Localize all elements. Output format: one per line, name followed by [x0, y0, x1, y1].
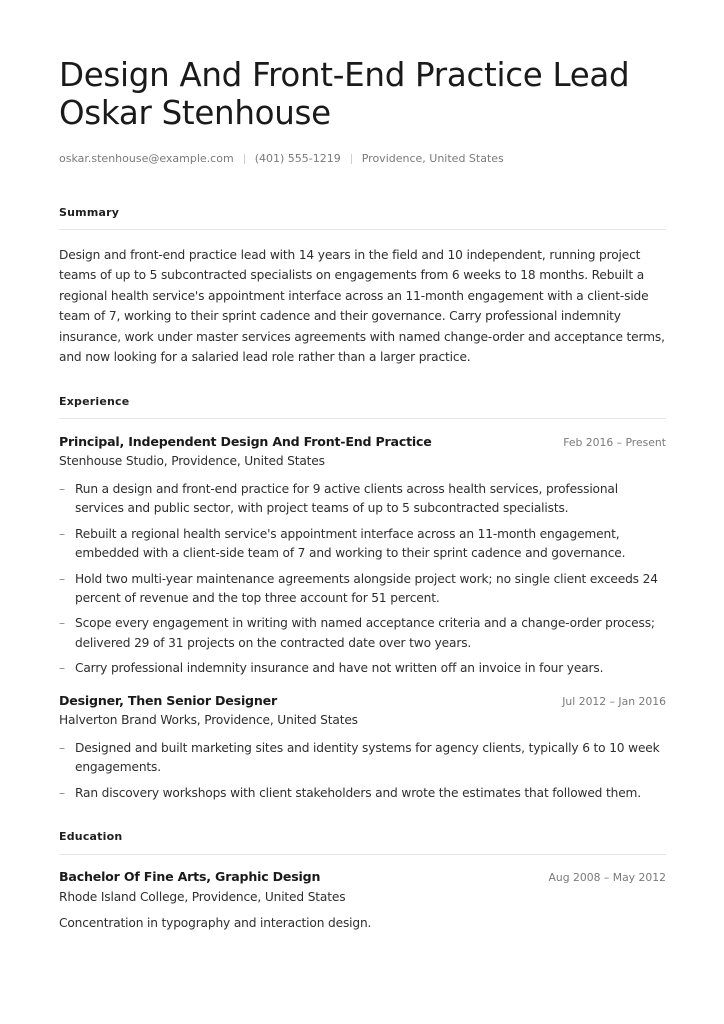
education-dates: Aug 2008 – May 2012	[548, 871, 666, 884]
contact-divider	[244, 154, 245, 164]
list-item: – Scope every engagement in writing with named acceptance criteria and a change-order process; delivered 29 of 31 projects on the contracted date over two years.	[59, 614, 666, 653]
contact-email[interactable]: oskar.stenhouse@example.com	[59, 152, 234, 165]
education-note: Concentration in typography and interaction design.	[59, 916, 372, 930]
list-item: – Designed and built marketing sites and identity systems for agency clients, typically 6 to 10 week engagements.	[59, 739, 666, 778]
contact-line	[59, 151, 504, 167]
job-role: Designer, Then Senior Designer	[59, 693, 277, 708]
job-org: Stenhouse Studio, Providence, United States	[59, 454, 325, 468]
summary-text: Design and front-end practice lead with 14 years in the field and 10 independent, running project teams of up to 5 subcontracted specialists on engagements from 6 weeks to 18 months. Rebuilt a regional health service's appointment interface across an 11-month engagement with a client-side team of 7, working to their sprint cadence and their governance. Carry professional indemnity insurance, work under master services agreements with named change-order and acceptance terms, and now looking for a salaried lead role rather than a larger practice.	[59, 248, 665, 365]
job-role: Principal, Independent Design And Front-End Practice	[59, 434, 432, 449]
section-divider	[59, 229, 666, 230]
list-item: – Ran discovery workshops with client stakeholders and wrote the estimates that followed them.	[59, 784, 666, 803]
job-org: Halverton Brand Works, Providence, United States	[59, 713, 358, 727]
contact-location: Providence, United States	[361, 152, 504, 165]
list-item: – Carry professional indemnity insurance and have not written off an invoice in four years.	[59, 659, 666, 678]
job-dates: Feb 2016 – Present	[563, 436, 666, 449]
job-bullets	[59, 480, 666, 685]
degree-title: Bachelor Of Fine Arts, Graphic Design	[59, 869, 321, 884]
list-item: – Rebuilt a regional health service's appointment interface across an 11-month engagement, embedded with a client-side team of 7 and working to their sprint cadence and governance.	[59, 525, 666, 564]
education-heading: Education	[59, 830, 123, 843]
job-dates: Jul 2012 – Jan 2016	[562, 695, 666, 708]
job-header	[59, 434, 666, 449]
list-item: – Hold two multi-year maintenance agreements alongside project work; no single client exceeds 24 percent of revenue and the top three account for 51 percent.	[59, 570, 666, 609]
school-name: Rhode Island College, Providence, United States	[59, 890, 346, 904]
candidate-name: Design And Front-End Practice Lead Oskar Stenhouse	[59, 56, 630, 132]
job-bullets	[59, 739, 666, 809]
section-divider	[59, 854, 666, 855]
list-item: – Run a design and front-end practice for 9 active clients across health services, professional services and public sector, with project teams of up to 5 subcontracted specialists.	[59, 480, 666, 519]
experience-heading: Experience	[59, 395, 130, 408]
contact-phone[interactable]: (401) 555-1219	[254, 152, 341, 165]
job-header	[59, 693, 666, 708]
education-header	[59, 869, 666, 884]
summary-heading: Summary	[59, 206, 120, 219]
contact-divider	[351, 154, 352, 164]
section-divider	[59, 418, 666, 419]
